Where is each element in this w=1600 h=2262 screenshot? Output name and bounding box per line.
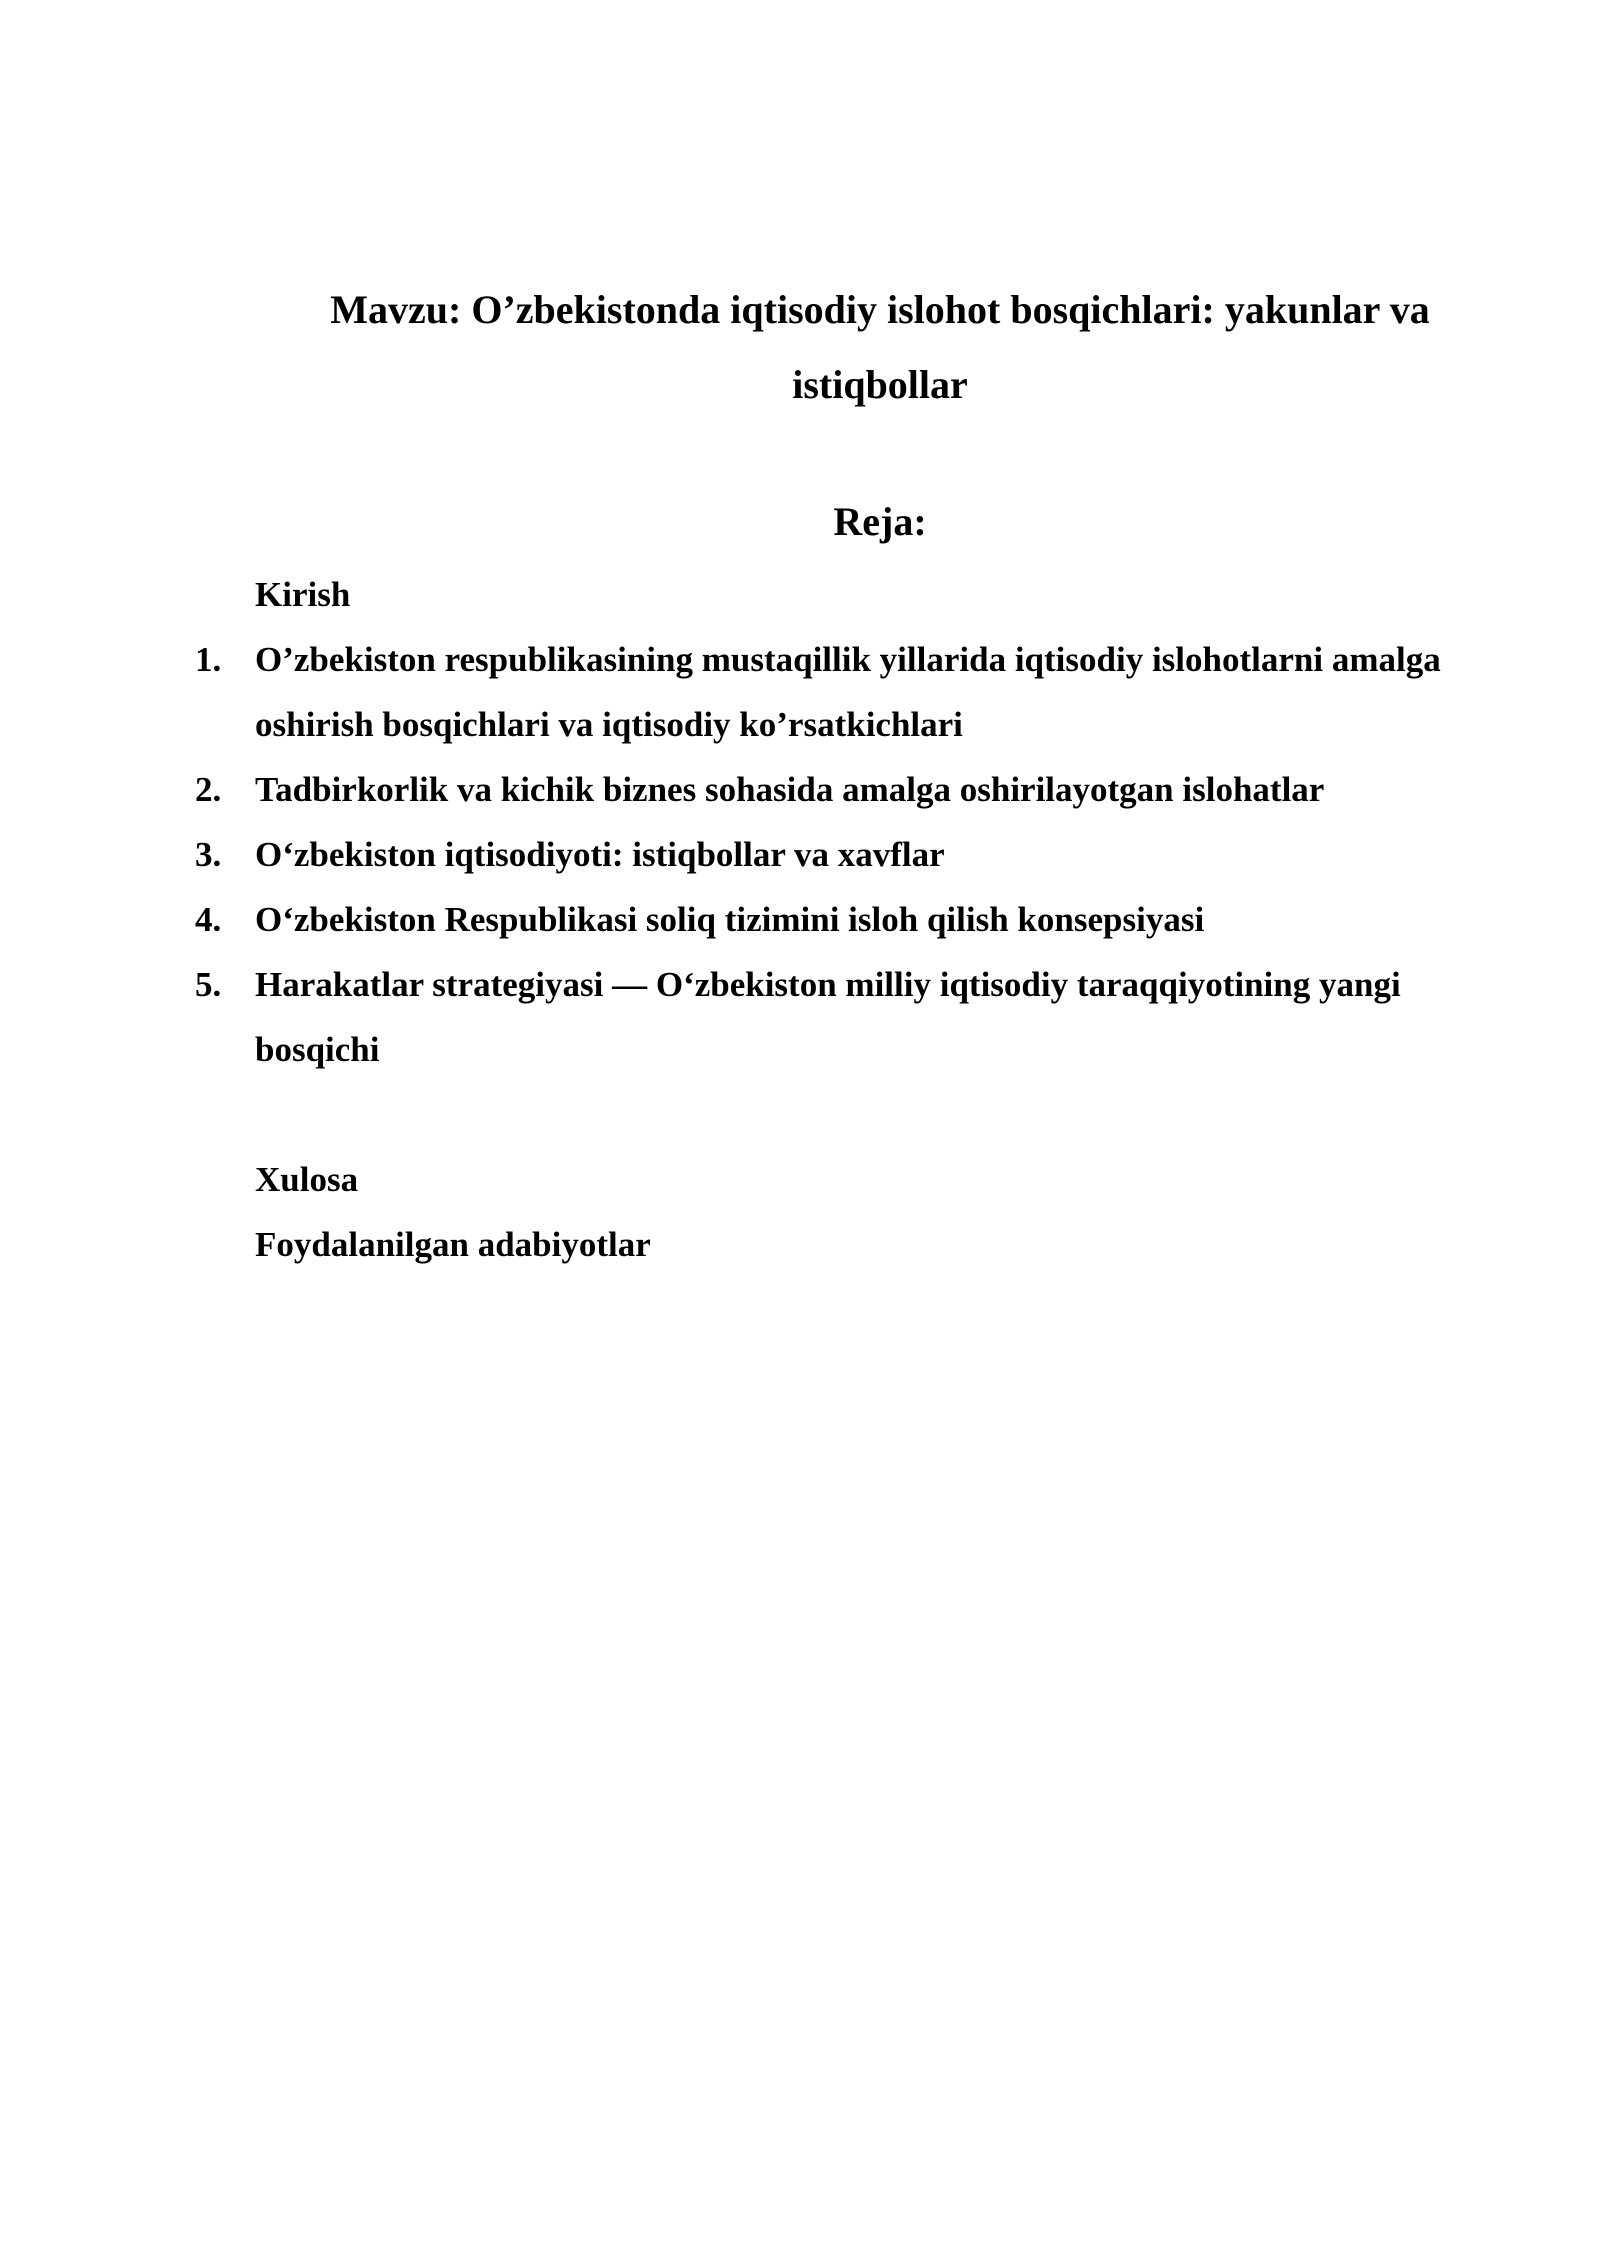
- plan-item-number: 4.: [195, 900, 222, 939]
- intro-line: Kirish: [255, 575, 351, 614]
- plan-item-text: O‘zbekiston Respublikasi soliq tizimini isloh qilish konsepsiyasi: [255, 900, 1205, 939]
- plan-item-5: [0, 952, 1600, 1082]
- plan-item-4: [0, 887, 1600, 952]
- blank-line: [0, 1082, 1600, 1147]
- conclusion-line: Xulosa: [255, 1160, 359, 1199]
- plan-list: [0, 562, 1600, 1277]
- plan-item-text: O’zbekiston respublikasining mustaqillik yillarida iqtisodiy islohotlarni amalga oshirish bosqichlari va iqtisodiy ko’rsatkichlari: [255, 640, 1441, 744]
- plan-item-2: [0, 757, 1600, 822]
- plan-item-text: O‘zbekiston iqtisodiyoti: istiqbollar va xavflar: [255, 835, 945, 874]
- plan-item-text: Harakatlar strategiyasi — O‘zbekiston milliy iqtisodiy taraqqiyotining yangi bosqichi: [255, 965, 1401, 1069]
- plan-item-number: 2.: [195, 770, 222, 809]
- plan-item-number: 1.: [195, 640, 222, 679]
- references-line: Foydalanilgan adabiyotlar: [255, 1225, 651, 1264]
- plan-item-number: 3.: [195, 835, 222, 874]
- plan-item-number: 5.: [195, 965, 222, 1004]
- plan-item-1: [0, 627, 1600, 757]
- document-title: Mavzu: O’zbekistonda iqtisodiy islohot bosqichlari: yakunlar va istiqbollar: [330, 287, 1430, 407]
- plan-heading: Reja:: [833, 499, 927, 544]
- plan-item-text: Tadbirkorlik va kichik biznes sohasida amalga oshirilayotgan islohatlar: [255, 770, 1325, 809]
- plan-item-3: [0, 822, 1600, 887]
